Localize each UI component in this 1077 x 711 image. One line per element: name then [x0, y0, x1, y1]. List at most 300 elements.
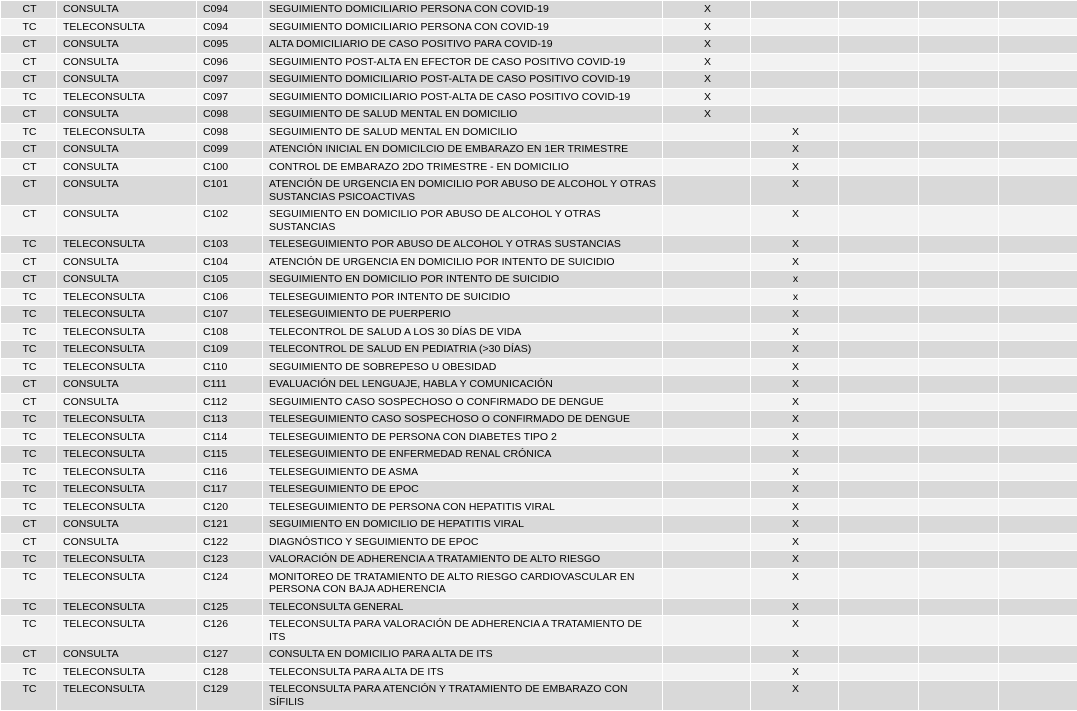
cell-mark-e — [999, 1, 1077, 19]
table-row — [1, 393, 1077, 411]
table-row — [1, 71, 1077, 89]
cell-description: TELESEGUIMIENTO DE PERSONA CON HEPATITIS VIRAL — [263, 498, 663, 516]
cell-mark-e — [999, 646, 1077, 664]
table-row — [1, 271, 1077, 289]
cell-mark-e — [999, 393, 1077, 411]
table-row — [1, 411, 1077, 429]
cell-mark-b — [751, 36, 839, 54]
cell-mark-e — [999, 106, 1077, 124]
cell-description: SEGUIMIENTO EN DOMICILIO POR INTENTO DE SUICIDIO — [263, 271, 663, 289]
cell-mark-a — [663, 341, 751, 359]
cell-mark-a: X — [663, 1, 751, 19]
cell-description: TELESEGUIMIENTO POR INTENTO DE SUICIDIO — [263, 288, 663, 306]
cell-code: C113 — [197, 411, 263, 429]
cell-mark-b — [751, 88, 839, 106]
cell-mode: TELECONSULTA — [57, 288, 197, 306]
cell-type: TC — [1, 88, 57, 106]
table-row — [1, 1, 1077, 19]
cell-description: EVALUACIÓN DEL LENGUAJE, HABLA Y COMUNICACIÓN — [263, 376, 663, 394]
cell-type: TC — [1, 551, 57, 569]
cell-description: ATENCIÓN DE URGENCIA EN DOMICILIO POR INTENTO DE SUICIDIO — [263, 253, 663, 271]
cell-type: CT — [1, 1, 57, 19]
cell-mark-a — [663, 516, 751, 534]
cell-mark-e — [999, 141, 1077, 159]
cell-mark-b — [751, 106, 839, 124]
cell-mark-d — [919, 323, 999, 341]
cell-mark-c — [839, 341, 919, 359]
cell-mark-d — [919, 551, 999, 569]
cell-mark-b: X — [751, 568, 839, 598]
cell-mark-b: X — [751, 463, 839, 481]
cell-description: TELECONSULTA PARA ATENCIÓN Y TRATAMIENTO DE EMBARAZO CON SÍFILIS — [263, 681, 663, 711]
cell-code: C101 — [197, 176, 263, 206]
cell-description: TELESEGUIMIENTO DE PERSONA CON DIABETES TIPO 2 — [263, 428, 663, 446]
cell-description: TELECONTROL DE SALUD A LOS 30 DÍAS DE VIDA — [263, 323, 663, 341]
cell-mark-b: X — [751, 681, 839, 711]
cell-code: C123 — [197, 551, 263, 569]
table-row — [1, 516, 1077, 534]
cell-description: DIAGNÓSTICO Y SEGUIMIENTO DE EPOC — [263, 533, 663, 551]
cell-mark-a: X — [663, 36, 751, 54]
cell-mode: TELECONSULTA — [57, 446, 197, 464]
cell-mode: CONSULTA — [57, 158, 197, 176]
cell-mark-b: X — [751, 616, 839, 646]
table-row — [1, 481, 1077, 499]
cell-mark-b — [751, 53, 839, 71]
cell-mark-d — [919, 306, 999, 324]
table-row — [1, 446, 1077, 464]
cell-mark-c — [839, 663, 919, 681]
cell-mark-e — [999, 288, 1077, 306]
cell-type: TC — [1, 681, 57, 711]
table-row — [1, 463, 1077, 481]
cell-description: SEGUIMIENTO DE SOBREPESO U OBESIDAD — [263, 358, 663, 376]
cell-mark-d — [919, 681, 999, 711]
table-row — [1, 18, 1077, 36]
cell-mark-c — [839, 568, 919, 598]
cell-mode: TELECONSULTA — [57, 681, 197, 711]
cell-description: MONITOREO DE TRATAMIENTO DE ALTO RIESGO CARDIOVASCULAR EN PERSONA CON BAJA ADHERENCIA — [263, 568, 663, 598]
table-row — [1, 236, 1077, 254]
cell-mark-b: X — [751, 158, 839, 176]
cell-type: TC — [1, 481, 57, 499]
cell-mark-c — [839, 123, 919, 141]
cell-mark-d — [919, 1, 999, 19]
cell-mark-b: X — [751, 411, 839, 429]
cell-mark-e — [999, 376, 1077, 394]
cell-mark-c — [839, 533, 919, 551]
cell-description: TELECONSULTA PARA VALORACIÓN DE ADHERENCIA A TRATAMIENTO DE ITS — [263, 616, 663, 646]
cell-mark-d — [919, 616, 999, 646]
cell-mark-c — [839, 358, 919, 376]
cell-mark-b: x — [751, 288, 839, 306]
cell-description: ALTA DOMICILIARIO DE CASO POSITIVO PARA COVID-19 — [263, 36, 663, 54]
cell-mark-b: X — [751, 306, 839, 324]
cell-description: TELECONSULTA PARA ALTA DE ITS — [263, 663, 663, 681]
cell-mark-a — [663, 306, 751, 324]
cell-mark-b: X — [751, 516, 839, 534]
cell-mark-a — [663, 358, 751, 376]
cell-type: CT — [1, 158, 57, 176]
cell-type: CT — [1, 376, 57, 394]
cell-type: TC — [1, 663, 57, 681]
cell-mark-c — [839, 376, 919, 394]
cell-code: C110 — [197, 358, 263, 376]
cell-mark-b: X — [751, 598, 839, 616]
cell-mode: TELECONSULTA — [57, 551, 197, 569]
cell-mark-e — [999, 71, 1077, 89]
cell-mode: CONSULTA — [57, 271, 197, 289]
cell-mark-c — [839, 481, 919, 499]
cell-description: SEGUIMIENTO EN DOMICILIO DE HEPATITIS VIRAL — [263, 516, 663, 534]
cell-mark-a: X — [663, 106, 751, 124]
cell-mark-d — [919, 106, 999, 124]
table-row — [1, 123, 1077, 141]
cell-mark-a — [663, 141, 751, 159]
cell-mark-e — [999, 123, 1077, 141]
cell-mark-b: x — [751, 271, 839, 289]
cell-type: TC — [1, 323, 57, 341]
table-row — [1, 176, 1077, 206]
table-row — [1, 88, 1077, 106]
cell-mark-c — [839, 551, 919, 569]
cell-mark-a — [663, 498, 751, 516]
cell-mark-e — [999, 253, 1077, 271]
cell-type: TC — [1, 236, 57, 254]
cell-code: C116 — [197, 463, 263, 481]
cell-code: C109 — [197, 341, 263, 359]
cell-mark-a — [663, 158, 751, 176]
cell-mode: TELECONSULTA — [57, 88, 197, 106]
cell-code: C105 — [197, 271, 263, 289]
cell-mark-c — [839, 393, 919, 411]
cell-description: CONSULTA EN DOMICILIO PARA ALTA DE ITS — [263, 646, 663, 664]
cell-type: TC — [1, 306, 57, 324]
cell-mark-e — [999, 533, 1077, 551]
table-row — [1, 106, 1077, 124]
cell-mark-b: X — [751, 123, 839, 141]
cell-mark-e — [999, 616, 1077, 646]
cell-description: TELESEGUIMIENTO DE PUERPERIO — [263, 306, 663, 324]
cell-mark-c — [839, 176, 919, 206]
cell-mode: TELECONSULTA — [57, 323, 197, 341]
cell-mark-d — [919, 271, 999, 289]
table-row — [1, 616, 1077, 646]
cell-mark-d — [919, 481, 999, 499]
cell-mark-b: X — [751, 358, 839, 376]
cell-description: SEGUIMIENTO DOMICILIARIO PERSONA CON COVID-19 — [263, 18, 663, 36]
cell-mark-c — [839, 411, 919, 429]
cell-mark-c — [839, 1, 919, 19]
cell-mode: TELECONSULTA — [57, 236, 197, 254]
table-row — [1, 288, 1077, 306]
table-row — [1, 551, 1077, 569]
cell-type: TC — [1, 358, 57, 376]
cell-mark-c — [839, 271, 919, 289]
cell-mark-c — [839, 306, 919, 324]
cell-mark-d — [919, 428, 999, 446]
cell-type: CT — [1, 71, 57, 89]
cell-mode: TELECONSULTA — [57, 481, 197, 499]
cell-type: CT — [1, 533, 57, 551]
cell-mode: TELECONSULTA — [57, 411, 197, 429]
cell-code: C102 — [197, 206, 263, 236]
cell-mark-d — [919, 516, 999, 534]
cell-mark-a: X — [663, 18, 751, 36]
cell-code: C100 — [197, 158, 263, 176]
cell-type: TC — [1, 463, 57, 481]
cell-mark-c — [839, 206, 919, 236]
cell-mode: CONSULTA — [57, 141, 197, 159]
cell-mode: CONSULTA — [57, 71, 197, 89]
cell-mark-c — [839, 236, 919, 254]
cell-mode: TELECONSULTA — [57, 463, 197, 481]
cell-description: TELECONSULTA GENERAL — [263, 598, 663, 616]
cell-mark-a — [663, 481, 751, 499]
cell-mark-a — [663, 253, 751, 271]
cell-mark-c — [839, 646, 919, 664]
cell-description: SEGUIMIENTO DOMICILIARIO POST-ALTA DE CASO POSITIVO COVID-19 — [263, 88, 663, 106]
cell-code: C097 — [197, 88, 263, 106]
cell-code: C111 — [197, 376, 263, 394]
cell-mark-e — [999, 498, 1077, 516]
cell-mark-d — [919, 176, 999, 206]
cell-mark-d — [919, 568, 999, 598]
cell-mark-d — [919, 71, 999, 89]
cell-code: C098 — [197, 106, 263, 124]
cell-mark-a — [663, 646, 751, 664]
cell-mark-a — [663, 376, 751, 394]
cell-mark-b: X — [751, 253, 839, 271]
cell-mark-d — [919, 598, 999, 616]
cell-code: C121 — [197, 516, 263, 534]
cell-code: C128 — [197, 663, 263, 681]
cell-mark-b: X — [751, 376, 839, 394]
cell-mode: CONSULTA — [57, 1, 197, 19]
cell-mark-d — [919, 18, 999, 36]
cell-code: C094 — [197, 1, 263, 19]
cell-mark-b: X — [751, 428, 839, 446]
cell-description: TELESEGUIMIENTO POR ABUSO DE ALCOHOL Y OTRAS SUSTANCIAS — [263, 236, 663, 254]
cell-mark-b: X — [751, 141, 839, 159]
cell-mark-d — [919, 253, 999, 271]
cell-type: TC — [1, 18, 57, 36]
cell-description: VALORACIÓN DE ADHERENCIA A TRATAMIENTO DE ALTO RIESGO — [263, 551, 663, 569]
cell-mark-d — [919, 446, 999, 464]
cell-mode: TELECONSULTA — [57, 123, 197, 141]
cell-type: TC — [1, 616, 57, 646]
cell-type: TC — [1, 446, 57, 464]
cell-description: TELESEGUIMIENTO DE EPOC — [263, 481, 663, 499]
cell-code: C112 — [197, 393, 263, 411]
cell-mark-a — [663, 616, 751, 646]
cell-mark-d — [919, 663, 999, 681]
cell-mark-c — [839, 498, 919, 516]
cell-mark-d — [919, 158, 999, 176]
cell-mark-a: X — [663, 71, 751, 89]
table-row — [1, 158, 1077, 176]
cell-code: C129 — [197, 681, 263, 711]
cell-mark-c — [839, 158, 919, 176]
cell-mode: TELECONSULTA — [57, 341, 197, 359]
cell-mark-a — [663, 123, 751, 141]
table-row — [1, 36, 1077, 54]
cell-mark-c — [839, 253, 919, 271]
table-row — [1, 341, 1077, 359]
cell-description: SEGUIMIENTO POST-ALTA EN EFECTOR DE CASO POSITIVO COVID-19 — [263, 53, 663, 71]
table-row — [1, 253, 1077, 271]
cell-description: SEGUIMIENTO CASO SOSPECHOSO O CONFIRMADO DE DENGUE — [263, 393, 663, 411]
cell-type: TC — [1, 498, 57, 516]
table-row — [1, 358, 1077, 376]
cell-mode: CONSULTA — [57, 53, 197, 71]
cell-type: CT — [1, 141, 57, 159]
cell-mark-c — [839, 141, 919, 159]
cell-mark-d — [919, 646, 999, 664]
cell-mark-e — [999, 341, 1077, 359]
table-row — [1, 498, 1077, 516]
cell-mode: TELECONSULTA — [57, 663, 197, 681]
cell-description: SEGUIMIENTO DE SALUD MENTAL EN DOMICILIO — [263, 106, 663, 124]
cell-mark-c — [839, 71, 919, 89]
cell-mark-e — [999, 568, 1077, 598]
cell-code: C114 — [197, 428, 263, 446]
cell-mark-e — [999, 176, 1077, 206]
cell-mark-a — [663, 206, 751, 236]
cell-mark-c — [839, 53, 919, 71]
cell-mark-c — [839, 428, 919, 446]
cell-type: CT — [1, 36, 57, 54]
cell-mode: CONSULTA — [57, 36, 197, 54]
cell-description: SEGUIMIENTO DOMICILIARIO PERSONA CON COVID-19 — [263, 1, 663, 19]
table-row — [1, 533, 1077, 551]
cell-mark-a: X — [663, 88, 751, 106]
table-row — [1, 323, 1077, 341]
cell-mark-a — [663, 393, 751, 411]
cell-mark-e — [999, 53, 1077, 71]
cell-mark-a — [663, 428, 751, 446]
cell-mark-d — [919, 288, 999, 306]
cell-mark-a — [663, 271, 751, 289]
table-row — [1, 53, 1077, 71]
table-body — [1, 1, 1077, 711]
cell-type: CT — [1, 176, 57, 206]
cell-code: C107 — [197, 306, 263, 324]
cell-mark-a — [663, 463, 751, 481]
cell-mark-c — [839, 18, 919, 36]
cell-mark-d — [919, 393, 999, 411]
cell-type: TC — [1, 598, 57, 616]
cell-mode: CONSULTA — [57, 106, 197, 124]
cell-type: CT — [1, 253, 57, 271]
cell-mark-e — [999, 516, 1077, 534]
cell-mark-e — [999, 411, 1077, 429]
cell-mark-e — [999, 306, 1077, 324]
cell-type: TC — [1, 341, 57, 359]
cell-mark-e — [999, 158, 1077, 176]
cell-code: C127 — [197, 646, 263, 664]
cell-mode: TELECONSULTA — [57, 598, 197, 616]
cell-mode: TELECONSULTA — [57, 428, 197, 446]
cell-mark-d — [919, 123, 999, 141]
cell-mark-b: X — [751, 646, 839, 664]
cell-mark-e — [999, 271, 1077, 289]
table-row — [1, 141, 1077, 159]
cell-mark-c — [839, 446, 919, 464]
cell-mark-a — [663, 288, 751, 306]
table-row — [1, 598, 1077, 616]
cell-type: CT — [1, 106, 57, 124]
cell-mark-a: X — [663, 53, 751, 71]
cell-mark-e — [999, 236, 1077, 254]
cell-type: CT — [1, 53, 57, 71]
cell-mark-e — [999, 481, 1077, 499]
cell-description: ATENCIÓN DE URGENCIA EN DOMICILIO POR ABUSO DE ALCOHOL Y OTRAS SUSTANCIAS PSICOACTIVAS — [263, 176, 663, 206]
cell-description: TELECONTROL DE SALUD EN PEDIATRIA (>30 DÍAS) — [263, 341, 663, 359]
cell-mark-e — [999, 358, 1077, 376]
cell-type: CT — [1, 646, 57, 664]
cell-mark-c — [839, 88, 919, 106]
cell-mark-d — [919, 236, 999, 254]
cell-mode: CONSULTA — [57, 206, 197, 236]
cell-code: C095 — [197, 36, 263, 54]
cell-mark-b: X — [751, 236, 839, 254]
cell-mark-a — [663, 681, 751, 711]
cell-mark-b — [751, 1, 839, 19]
cell-mark-c — [839, 616, 919, 646]
cell-type: CT — [1, 271, 57, 289]
cell-code: C106 — [197, 288, 263, 306]
cell-mark-b: X — [751, 533, 839, 551]
cell-mark-b: X — [751, 393, 839, 411]
table-row — [1, 306, 1077, 324]
cell-mark-c — [839, 681, 919, 711]
cell-mode: TELECONSULTA — [57, 18, 197, 36]
cell-code: C098 — [197, 123, 263, 141]
cell-description: SEGUIMIENTO EN DOMICILIO POR ABUSO DE ALCOHOL Y OTRAS SUSTANCIAS — [263, 206, 663, 236]
table-row — [1, 376, 1077, 394]
cell-description: CONTROL DE EMBARAZO 2DO TRIMESTRE - EN DOMICILIO — [263, 158, 663, 176]
cell-mark-c — [839, 516, 919, 534]
cell-mark-e — [999, 446, 1077, 464]
cell-code: C115 — [197, 446, 263, 464]
cell-mark-a — [663, 551, 751, 569]
cell-mode: TELECONSULTA — [57, 568, 197, 598]
cell-type: CT — [1, 206, 57, 236]
cell-description: SEGUIMIENTO DE SALUD MENTAL EN DOMICILIO — [263, 123, 663, 141]
cell-type: TC — [1, 123, 57, 141]
cell-code: C126 — [197, 616, 263, 646]
cell-mode: CONSULTA — [57, 533, 197, 551]
cell-mark-d — [919, 498, 999, 516]
cell-mark-e — [999, 206, 1077, 236]
cell-code: C124 — [197, 568, 263, 598]
cell-mode: CONSULTA — [57, 393, 197, 411]
cell-mode: TELECONSULTA — [57, 306, 197, 324]
cell-mark-a — [663, 533, 751, 551]
cell-description: SEGUIMIENTO DOMICILIARIO POST-ALTA DE CASO POSITIVO COVID-19 — [263, 71, 663, 89]
cell-code: C108 — [197, 323, 263, 341]
cell-type: TC — [1, 411, 57, 429]
cell-type: TC — [1, 428, 57, 446]
cell-mark-e — [999, 428, 1077, 446]
cell-mode: CONSULTA — [57, 646, 197, 664]
cell-code: C097 — [197, 71, 263, 89]
cell-mark-d — [919, 411, 999, 429]
cell-mark-d — [919, 376, 999, 394]
cell-mark-e — [999, 18, 1077, 36]
cell-mark-e — [999, 663, 1077, 681]
